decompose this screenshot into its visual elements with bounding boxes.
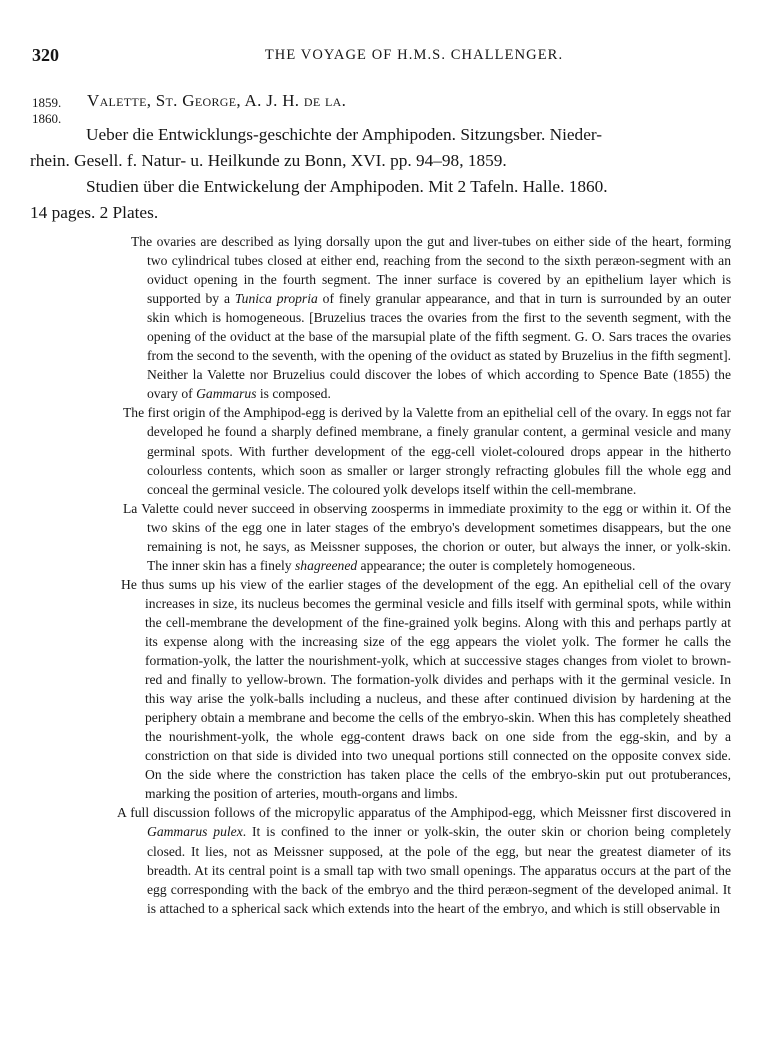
paragraph-zoosperms-text-1: La Valette could never succeed in observing zoosperms in immediate proximity to the egg or within it. Of the two skins of the egg one in later stages of the embryo's development sometimes disappears, but the one remaining is not, he says, as Meissner supposes, the chorion or outer, but always the inner, or yolk-skin. The inner skin has a finely — [123, 500, 731, 573]
citation-1 — [30, 122, 744, 174]
paragraph-ovaries-italic-2: Gammarus — [196, 386, 257, 402]
paragraph-micropylic-text-2: . It is confined to the inner or yolk-skin, the outer skin or chorion being completely closed. It lies, not as Meissner supposed, at the pole of the egg, but near the greatest diameter of its breadth. At its central point is a small tap with two small openings. The apparatus occurs at the part of the egg corresponding with the back of the embryo and the third peræon-segment of the developed animal. It is attached to a spherical sack which extends into the heart of the embryo, and which is still observable in — [147, 824, 731, 916]
citation-2-line-2: 14 pages. 2 Plates. — [30, 203, 159, 222]
paragraph-micropylic-text-1: A full discussion follows of the micropylic apparatus of the Amphipod-egg, which Meissner first discovered in — [117, 805, 731, 821]
year-1860: 1860. — [32, 111, 62, 126]
year-1859: 1859. — [32, 95, 62, 110]
citation-2-line-1: Studien über die Entwickelung der Amphipoden. Mit 2 Tafeln. Halle. 1860. — [86, 177, 608, 196]
paragraph-ovaries-text-2: of finely granular appearance, and that in turn is surrounded by an outer skin which is homogeneous. [Bruzelius traces the ovaries from the first to the seventh segment, with the opening of the oviduct at the base of the marsupial plate of the fifth segment. G. O. Sars traces the ovaries from the second to the seventh, with the opening of the oviduct as stated by Bruzelius in the fifth segment]. Neither la Valette nor Bruzelius could discover the lobes of which according to Spence Bate (1855) the ovary of — [147, 291, 731, 402]
citation-1-line-1: Ueber die Entwicklungs-geschichte der Amphipoden. Sitzungsber. Nieder- — [86, 125, 603, 144]
citation-2 — [30, 174, 744, 226]
paragraph-zoosperms-italic: shagreened — [294, 557, 358, 573]
paragraph-zoosperms — [123, 499, 731, 575]
paragraph-ovaries-italic-1: Tunica propria — [234, 291, 318, 307]
citation-list — [30, 122, 744, 226]
citation-1-line-2: rhein. Gesell. f. Natur- u. Heilkunde zu Bonn, XVI. pp. 94–98, 1859. — [30, 151, 507, 170]
running-head: THE VOYAGE OF H.M.S. CHALLENGER. — [264, 47, 564, 63]
paragraph-micropylic-italic: Gammarus pulex — [147, 824, 243, 840]
paragraph-ovaries-text-3: is composed. — [256, 386, 331, 402]
entry-author: Valette, St. George, A. J. H. de la. — [87, 91, 347, 110]
paragraph-micropylic-apparatus — [117, 803, 731, 917]
paragraph-development-summary: He thus sums up his view of the earlier stages of the development of the egg. An epithelial cell of the ovary increases in size, its nucleus becomes the germinal vesicle and fills itself with germinal spots, while within the cell-membrane the development of the fine-grained yolk begins. Along with this and perhaps partly at its expense along with the increasing size of the egg appears the violet yolk. The former he calls the formation-yolk, the latter the nourishment-yolk, which at successive stages changes from violet to brown-red and finally to yellow-brown. The formation-yolk divides and perhaps with it the germinal vesicle. In this way arise the yolk-balls including a nucleus, and these after continued division by hardening at the periphery obtain a membrane and become the cells of the embryo-skin. When this has completely sheathed the nourishment-yolk, the whole egg-content draws back on one side from the egg-skin, and by a constriction on that side is divided into two unequal portions still connected on the opposite convex side. On the side where the constriction has taken place the cells of the embryo-skin put out protuberances, marking the position of arteries, mouth-organs and limbs. — [121, 576, 731, 802]
paragraph-egg-origin: The first origin of the Amphipod-egg is derived by la Valette from an epithelial cell of the ovary. In eggs not far developed he found a sharply defined membrane, a finely granular content, a germinal vesicle and many germinal spots. With further development of the egg-cell violet-coloured drops appear in the hitherto colourless contents, which soon as smaller or larger strongly refracting globules fill the whole egg and conceal the germinal vesicle. The coloured yolk develops itself within the cell-membrane. — [123, 405, 731, 497]
paragraph-zoosperms-text-2: appearance; the outer is completely homogeneous. — [357, 557, 636, 573]
abstract-body — [117, 232, 731, 918]
paragraph-ovaries — [131, 232, 731, 403]
page-number: 320 — [32, 45, 59, 65]
page-header — [30, 45, 742, 69]
paragraph-ovaries-text-1: The ovaries are described as lying dorsally upon the gut and liver-tubes on either side of the heart, forming two cylindrical tubes closed at either end, reaching from the second to the sixth peræon-segment with an oviduct opening in the fourth segment. The inner surface is covered by an epithelium layer which is supported by a — [131, 234, 731, 307]
